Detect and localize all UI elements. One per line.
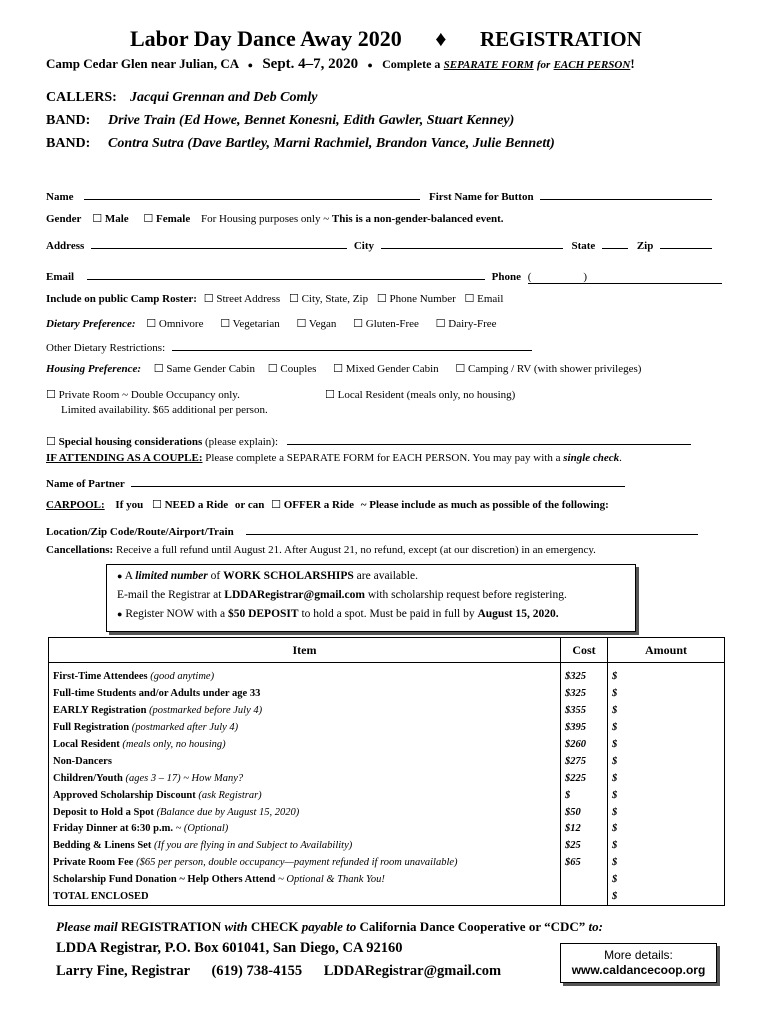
item-cell [49, 889, 561, 906]
table-row [49, 872, 725, 889]
roster-city-checkbox[interactable]: ☐ [288, 292, 299, 305]
item-label: Local Resident [53, 739, 120, 750]
city-field[interactable] [381, 236, 563, 249]
item-cell [49, 838, 561, 855]
cost-cell: $325 [561, 663, 608, 686]
event-dates: Sept. 4–7, 2020 [262, 56, 359, 72]
item-note: (ages 3 – 17) ~ How Many? [125, 772, 244, 784]
roster-street-checkbox[interactable]: ☐ [203, 292, 214, 305]
address-row: Address City State Zip [46, 236, 712, 252]
cost-cell [561, 872, 608, 889]
item-cell [49, 787, 561, 804]
gluten-free-checkbox[interactable]: ☐ [353, 317, 364, 330]
item-label: Approved Scholarship Discount [53, 789, 196, 801]
item-note: (meals only, no housing) [122, 739, 226, 750]
carpool-row: CARPOOL: If you ☐ NEED a Ride or can ☐ OFFER a Ride ~ Please include as much as possible of the following: [46, 498, 609, 511]
amount-field[interactable]: $ [608, 855, 725, 872]
dairy-free-checkbox[interactable]: ☐ [435, 317, 446, 330]
partner-field[interactable] [131, 474, 625, 487]
local-resident-checkbox[interactable]: ☐ [325, 388, 335, 401]
item-note: (If you are flying in and Subject to Availability) [153, 840, 353, 852]
item-label: Scholarship Fund Donation ~ Help Others Attend [53, 874, 276, 886]
gender-row: Gender ☐ Male ☐ Female For Housing purposes only ~ This is a non-gender-balanced event. [46, 212, 504, 225]
bullet-icon: ● [367, 60, 373, 70]
partner-row: Name of Partner [46, 474, 625, 490]
band-line-2: BAND: Contra Sutra (Dave Bartley, Marni Rachmiel, Brandon Vance, Julie Bennett) [46, 136, 555, 151]
cost-header: Cost [561, 638, 608, 663]
cost-cell: $395 [561, 720, 608, 737]
cost-cell [561, 889, 608, 906]
couples-checkbox[interactable]: ☐ [267, 362, 278, 375]
private-room-option: ☐ Private Room ~ Double Occupancy only. [46, 388, 240, 401]
scholarship-line-1: ● A limited number of WORK SCHOLARSHIPS are available. [117, 570, 418, 582]
email-row: Email Phone ( ) [46, 267, 722, 284]
item-cell [49, 663, 561, 686]
item-cell [49, 737, 561, 754]
address-field[interactable] [91, 236, 347, 249]
scholarship-box [106, 564, 636, 632]
table-row [49, 855, 725, 872]
zip-field[interactable] [660, 236, 712, 249]
special-housing-row: ☐ Special housing considerations (please explain): [46, 432, 691, 448]
mailing-address: LDDA Registrar, P.O. Box 601041, San Diego, CA 92160 [56, 940, 403, 956]
local-resident-option: ☐ Local Resident (meals only, no housing) [325, 388, 516, 401]
item-note: ($65 per person, double occupancy—payment refunded if room unavailable) [136, 857, 458, 869]
cost-cell: $275 [561, 753, 608, 770]
amount-field[interactable]: $ [608, 838, 725, 855]
location-row: Location/Zip Code/Route/Airport/Train [46, 522, 698, 538]
special-housing-field[interactable] [287, 432, 691, 445]
registrar-contact: Larry Fine, Registrar (619) 738-4155 LDDARegistrar@gmail.com [56, 963, 502, 979]
item-label: Full Registration [53, 722, 130, 734]
page-title: Labor Day Dance Away 2020 ♦ REGISTRATION [130, 26, 642, 51]
vegan-checkbox[interactable]: ☐ [296, 317, 307, 330]
item-note: (good anytime) [150, 671, 215, 683]
item-label: Friday Dinner at 6:30 p.m. [53, 823, 173, 835]
private-room-note: Limited availability. $65 additional per person. [61, 404, 268, 416]
item-label: Private Room Fee [53, 857, 134, 869]
location-field[interactable] [246, 522, 698, 535]
couple-row: IF ATTENDING AS A COUPLE: Please complete a SEPARATE FORM for EACH PERSON. You may pay with a single check. [46, 452, 622, 464]
camping-checkbox[interactable]: ☐ [455, 362, 466, 375]
bullet-icon: ● [247, 60, 254, 70]
table-header-row [49, 638, 725, 663]
cancellations-row: Cancellations: Receive a full refund until August 21. After August 21, no refund, except (at our discretion) in an emergency. [46, 544, 596, 556]
amount-field[interactable]: $ [608, 821, 725, 838]
roster-row: Include on public Camp Roster: ☐ Street Address ☐ City, State, Zip ☐ Phone Number ☐ Email [46, 292, 504, 305]
amount-field[interactable]: $ [608, 737, 725, 754]
cost-cell: $65 [561, 855, 608, 872]
more-details-box [560, 943, 717, 983]
table-row [49, 663, 725, 686]
item-cell [49, 855, 561, 872]
male-checkbox[interactable]: ☐ [92, 212, 103, 225]
email-field[interactable] [87, 267, 485, 280]
item-note: ~ Optional & Thank You! [278, 874, 385, 886]
event-info: Camp Cedar Glen near Julian, CA ● Sept. 4–7, 2020 ● Complete a SEPARATE FORM for EACH PERSON! [46, 56, 635, 72]
roster-phone-checkbox[interactable]: ☐ [376, 292, 387, 305]
registration-heading: REGISTRATION [479, 27, 642, 51]
item-cell [49, 703, 561, 720]
cost-cell: $355 [561, 703, 608, 720]
button-name-field[interactable] [540, 187, 712, 200]
table-row [49, 770, 725, 787]
table-row [49, 703, 725, 720]
offer-ride-checkbox[interactable]: ☐ [271, 498, 281, 511]
table-row [49, 686, 725, 703]
registrar-email-link[interactable]: LDDARegistrar@gmail.com [224, 589, 365, 601]
cost-cell: $50 [561, 804, 608, 821]
scholarship-line-2: E-mail the Registrar at LDDARegistrar@gmail.com with scholarship request before registering. [117, 589, 567, 601]
same-gender-checkbox[interactable]: ☐ [153, 362, 164, 375]
table-row [49, 737, 725, 754]
omnivore-checkbox[interactable]: ☐ [146, 317, 157, 330]
cost-cell: $12 [561, 821, 608, 838]
need-ride-checkbox[interactable]: ☐ [151, 498, 162, 511]
table-row [49, 838, 725, 855]
cost-cell: $225 [561, 770, 608, 787]
diamond-icon: ♦ [435, 26, 447, 51]
item-cell [49, 804, 561, 821]
bullet-icon: ● [117, 609, 123, 619]
item-note: (Balance due by August 15, 2020) [156, 806, 300, 818]
item-label: TOTAL ENCLOSED [53, 891, 149, 903]
special-housing-checkbox[interactable]: ☐ [46, 435, 56, 448]
female-checkbox[interactable]: ☐ [143, 212, 154, 225]
item-cell [49, 872, 561, 889]
housing-row: Housing Preference: ☐ Same Gender Cabin ☐ Couples ☐ Mixed Gender Cabin ☐ Camping / RV (with shower privileges) [46, 362, 642, 375]
cost-cell: $325 [561, 686, 608, 703]
vegetarian-checkbox[interactable]: ☐ [220, 317, 231, 330]
roster-email-checkbox[interactable]: ☐ [464, 292, 475, 305]
item-note: (postmarked before July 4) [149, 705, 263, 717]
item-cell [49, 770, 561, 787]
amount-field[interactable]: $ [608, 753, 725, 770]
mail-instructions: Please mail REGISTRATION with CHECK payable to California Dance Cooperative or “CDC” to: [56, 919, 603, 934]
more-details-label: More details: [604, 948, 673, 962]
item-cell [49, 753, 561, 770]
item-note: (ask Registrar) [198, 789, 262, 801]
bullet-icon: ● [117, 571, 123, 581]
scholarship-line-3: ● Register NOW with a $50 DEPOSIT to hold a spot. Must be paid in full by August 15, 2020. [117, 608, 559, 620]
item-label: Bedding & Linens Set [53, 840, 152, 852]
table-row [49, 787, 725, 804]
fee-table-body [49, 663, 725, 906]
fee-table [48, 637, 725, 906]
item-cell [49, 720, 561, 737]
item-label: Non-Dancers [53, 755, 112, 767]
item-label: Full-time Students and/or Adults under age 33 [53, 688, 261, 700]
cost-cell: $ [561, 787, 608, 804]
callers-line: CALLERS: Jacqui Grennan and Deb Comly [46, 90, 318, 105]
mixed-gender-checkbox[interactable]: ☐ [333, 362, 344, 375]
other-dietary-field[interactable] [172, 338, 532, 351]
amount-field[interactable]: $ [608, 889, 725, 906]
item-header: Item [49, 638, 561, 663]
table-row [49, 720, 725, 737]
table-row [49, 889, 725, 906]
band-line-1: BAND: Drive Train (Ed Howe, Bennet Konesni, Edith Gawler, Stuart Kenney) [46, 113, 515, 128]
dietary-row: Dietary Preference: ☐ Omnivore ☐ Vegetarian ☐ Vegan ☐ Gluten-Free ☐ Dairy-Free [46, 317, 497, 330]
item-label: First-Time Attendees [53, 671, 148, 683]
amount-field[interactable]: $ [608, 872, 725, 889]
name-field[interactable] [84, 187, 420, 200]
item-note: ~ (Optional) [175, 823, 229, 835]
phone-field[interactable]: ( ) [528, 271, 722, 284]
table-row [49, 821, 725, 838]
cost-cell: $260 [561, 737, 608, 754]
name-row: Name First Name for Button [46, 187, 712, 203]
amount-field[interactable]: $ [608, 720, 725, 737]
item-note: (postmarked after July 4) [131, 722, 239, 734]
amount-field[interactable]: $ [608, 686, 725, 703]
amount-field[interactable]: $ [608, 787, 725, 804]
amount-field[interactable]: $ [608, 804, 725, 821]
website-link[interactable]: www.caldancecoop.org [571, 963, 706, 977]
item-label: Deposit to Hold a Spot [53, 806, 154, 818]
amount-header: Amount [608, 638, 725, 663]
registrar-email[interactable]: LDDARegistrar@gmail.com [323, 963, 502, 979]
item-label: Children/Youth [53, 772, 123, 784]
private-room-checkbox[interactable]: ☐ [46, 388, 56, 401]
amount-field[interactable]: $ [608, 703, 725, 720]
item-cell [49, 686, 561, 703]
item-label: EARLY Registration [53, 705, 147, 717]
table-row [49, 753, 725, 770]
other-dietary-row: Other Dietary Restrictions: [46, 338, 532, 354]
item-cell [49, 821, 561, 838]
amount-field[interactable]: $ [608, 770, 725, 787]
table-row [49, 804, 725, 821]
cost-cell: $25 [561, 838, 608, 855]
amount-field[interactable]: $ [608, 663, 725, 686]
state-field[interactable] [602, 236, 628, 249]
